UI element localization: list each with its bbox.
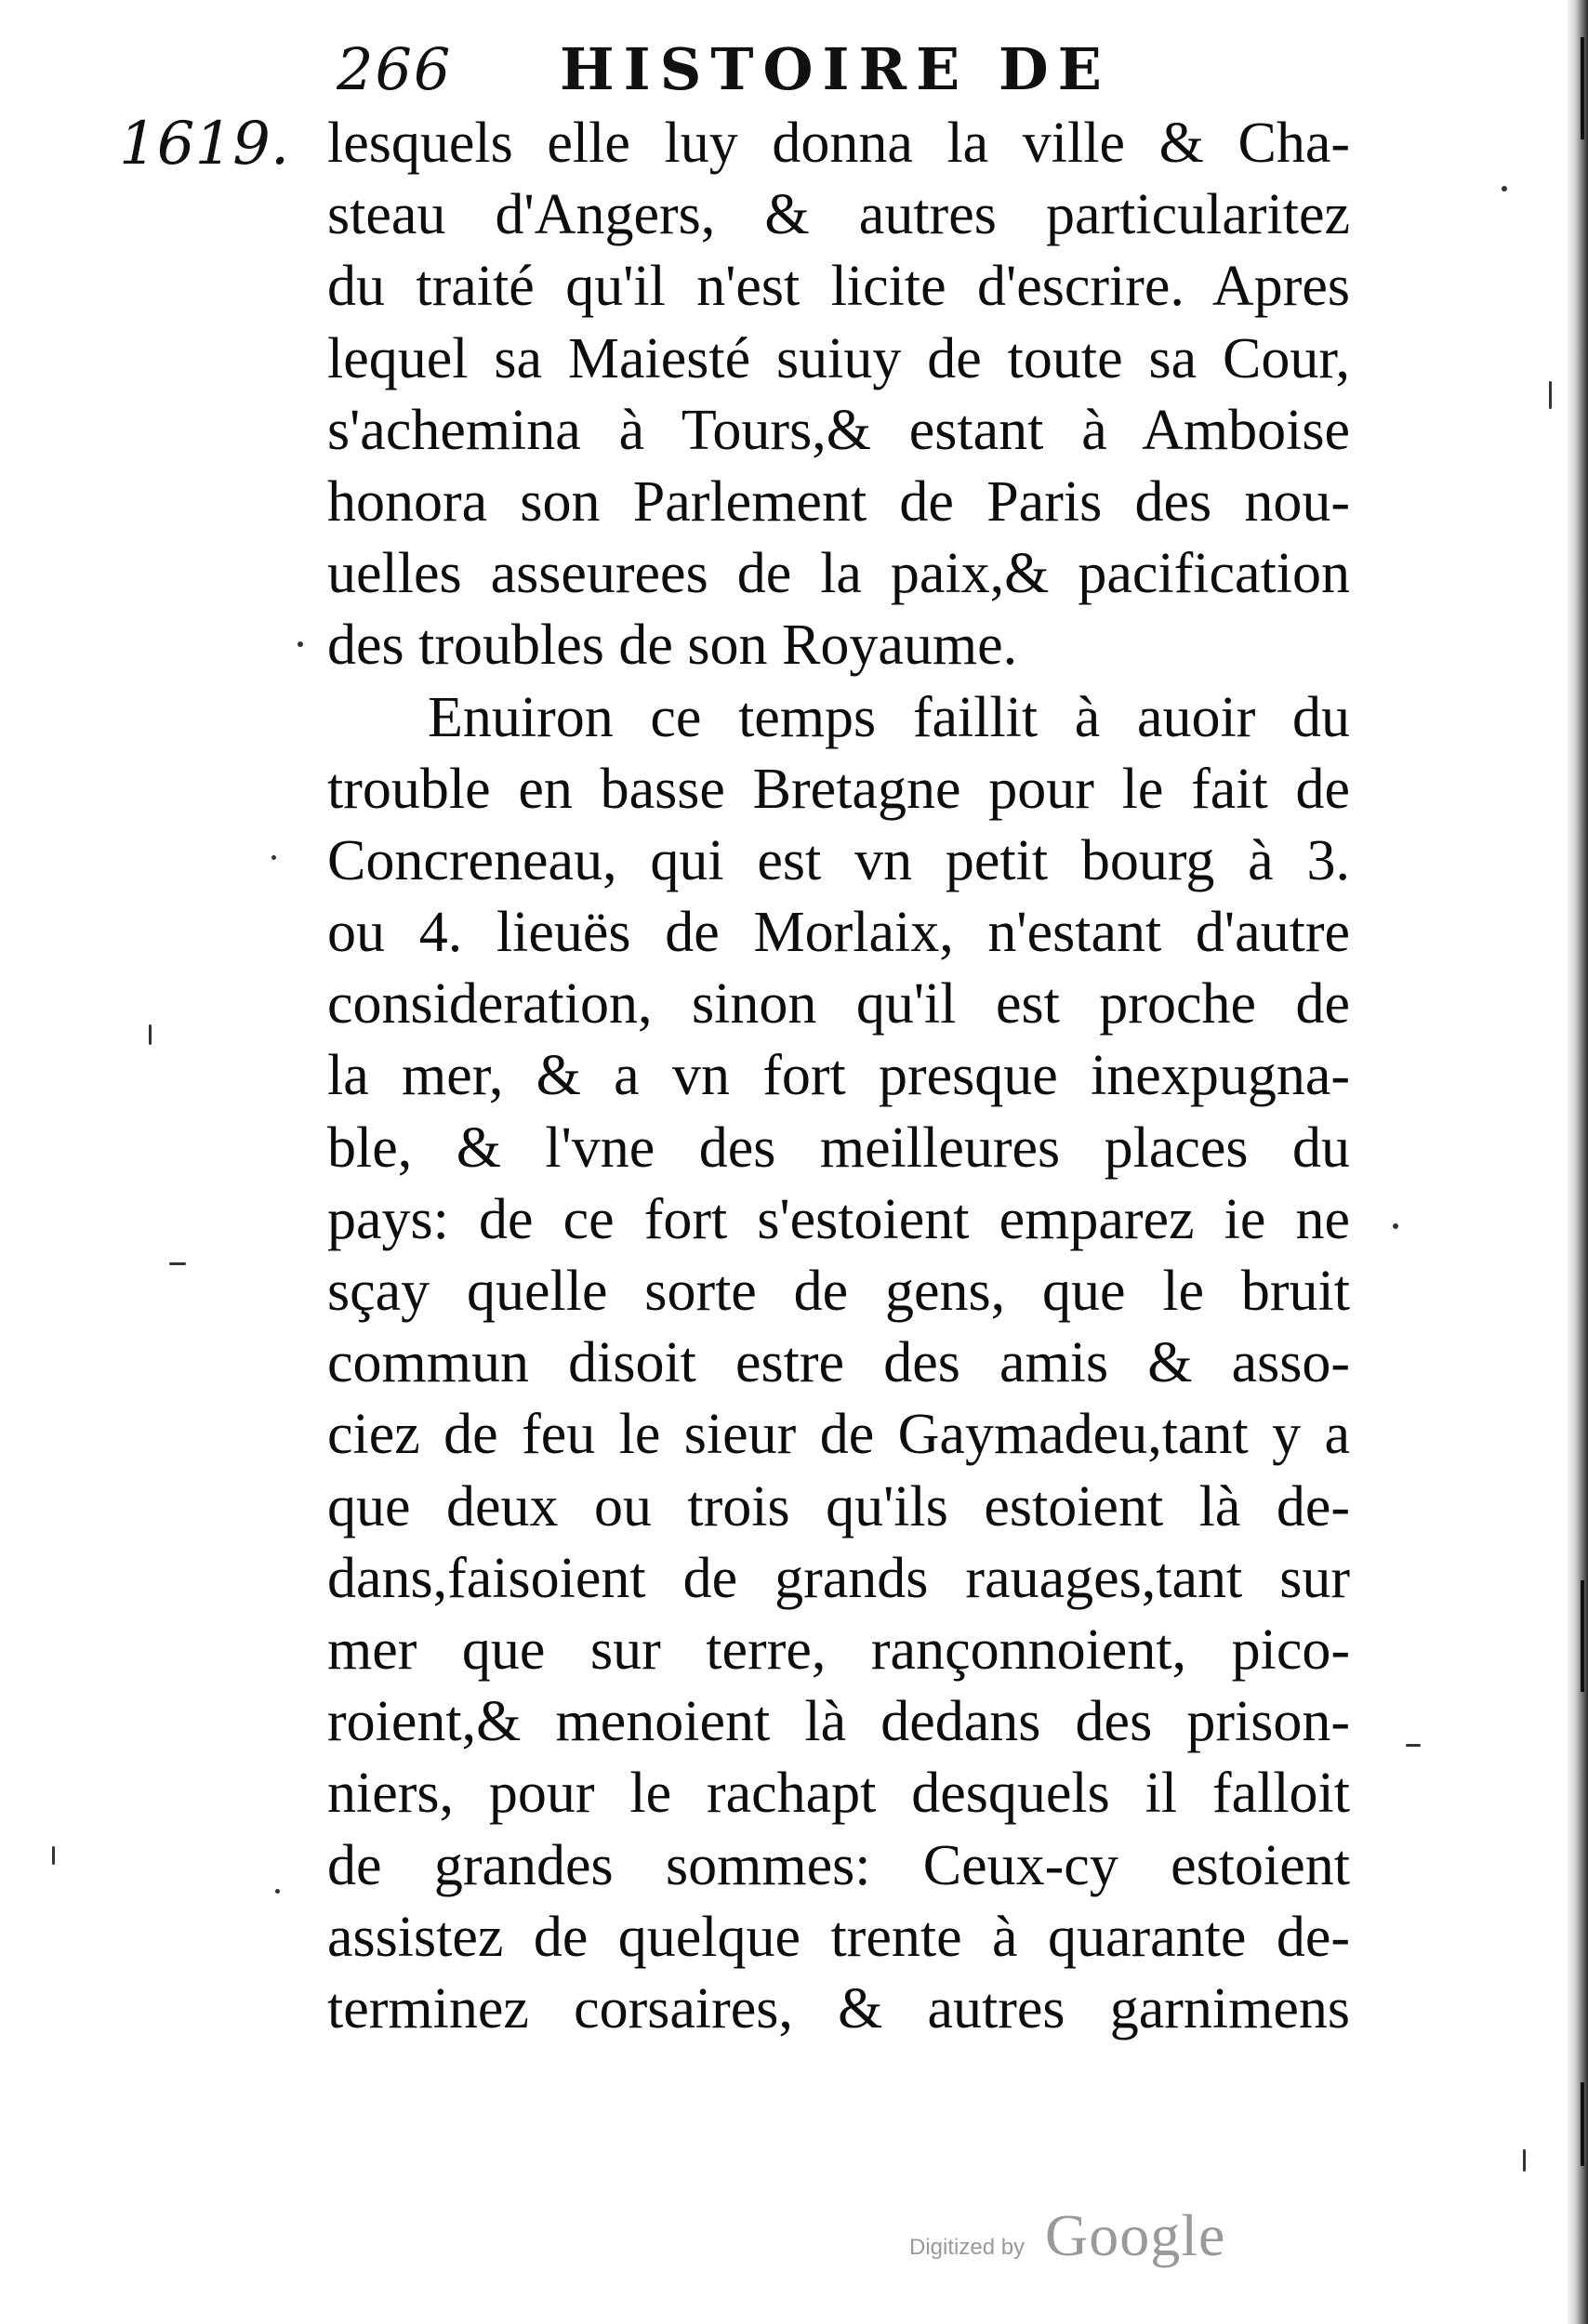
page-number: 266 <box>337 35 453 103</box>
body-text <box>327 108 1350 2045</box>
text-line: Concreneau, qui est vn petit bourg à 3. <box>327 828 1350 892</box>
text-line: niers, pour le rachapt desquels il falloit <box>327 1762 1350 1826</box>
text-line: roient,& menoient là dedans des prison- <box>327 1690 1350 1754</box>
paragraph-1 <box>327 108 1350 682</box>
text-line: honora son Parlement de Paris des nou- <box>327 469 1350 534</box>
text-line: dans,faisoient de grands rauages,tant sur <box>327 1546 1350 1610</box>
text-line: uelles asseurees de la paix,& pacification <box>327 542 1350 606</box>
margin-year: 1619. <box>119 110 290 178</box>
text-line: lequel sa Maiesté suiuy de toute sa Cour, <box>327 326 1350 390</box>
edge-mark <box>1581 37 1584 139</box>
paragraph-2 <box>327 682 1350 2046</box>
text-line: pays: de ce fort s'estoient emparez ie ne <box>327 1187 1350 1251</box>
scan-speck <box>271 855 276 860</box>
scan-speck <box>1406 1744 1421 1747</box>
running-header <box>337 28 1248 112</box>
text-line: consideration, sinon qu'il est proche de <box>327 972 1350 1037</box>
text-line: lesquels elle luy donna la ville & Cha- <box>327 112 1350 175</box>
scan-speck <box>149 1024 152 1045</box>
running-title: HISTOIRE DE <box>560 35 1111 103</box>
text-line: la mer, & a vn fort presque inexpugna- <box>327 1044 1350 1108</box>
text-line: de grandes sommes: Ceux-cy estoient <box>327 1833 1350 1897</box>
scan-speck <box>298 641 303 647</box>
text-line: s'achemina à Tours,& estant à Amboise <box>327 398 1350 462</box>
text-line: sçay quelle sorte de gens, que le bruit <box>327 1260 1350 1323</box>
scan-speck <box>1393 1223 1398 1229</box>
edge-mark <box>1581 2082 1584 2166</box>
page-edge-shadow <box>1568 0 1588 2324</box>
scan-speck <box>52 1846 55 1865</box>
text-line: des troubles de son Royaume. <box>327 614 1018 678</box>
google-logo: Google <box>1045 2202 1226 2268</box>
text-line: mer que sur terre, rançonnoient, pico- <box>327 1618 1350 1682</box>
edge-mark <box>1581 1580 1584 1692</box>
scan-speck <box>1523 2149 1526 2172</box>
scan-speck <box>1549 381 1552 409</box>
text-line: du traité qu'il n'est licite d'escrire. Apres <box>327 255 1350 319</box>
text-line: ciez de feu le sieur de Gaymadeu,tant y a <box>327 1403 1350 1467</box>
scan-speck <box>275 1889 280 1894</box>
text-line: steau d'Angers, & autres particularitez <box>327 183 1350 247</box>
text-line: ou 4. lieuës de Morlaix, n'estant d'autre <box>327 901 1350 965</box>
text-line: trouble en basse Bretagne pour le fait de <box>327 757 1350 821</box>
text-line: commun disoit estre des amis & asso- <box>327 1331 1350 1395</box>
text-line: assistez de quelque trente à quarante de- <box>327 1905 1350 1969</box>
text-line: terminez corsaires, & autres garnimens <box>327 1976 1350 2040</box>
text-line: que deux ou trois qu'ils estoient là de- <box>327 1474 1350 1538</box>
scan-speck <box>169 1262 186 1265</box>
digitized-by-google-watermark <box>909 2201 1244 2276</box>
text-line: ble, & l'vne des meilleures places du <box>327 1116 1350 1180</box>
watermark-prefix: Digitized by <box>909 2235 1026 2260</box>
text-line: Enuiron ce temps faillit à auoir du <box>428 685 1350 749</box>
scan-speck <box>1502 186 1507 191</box>
